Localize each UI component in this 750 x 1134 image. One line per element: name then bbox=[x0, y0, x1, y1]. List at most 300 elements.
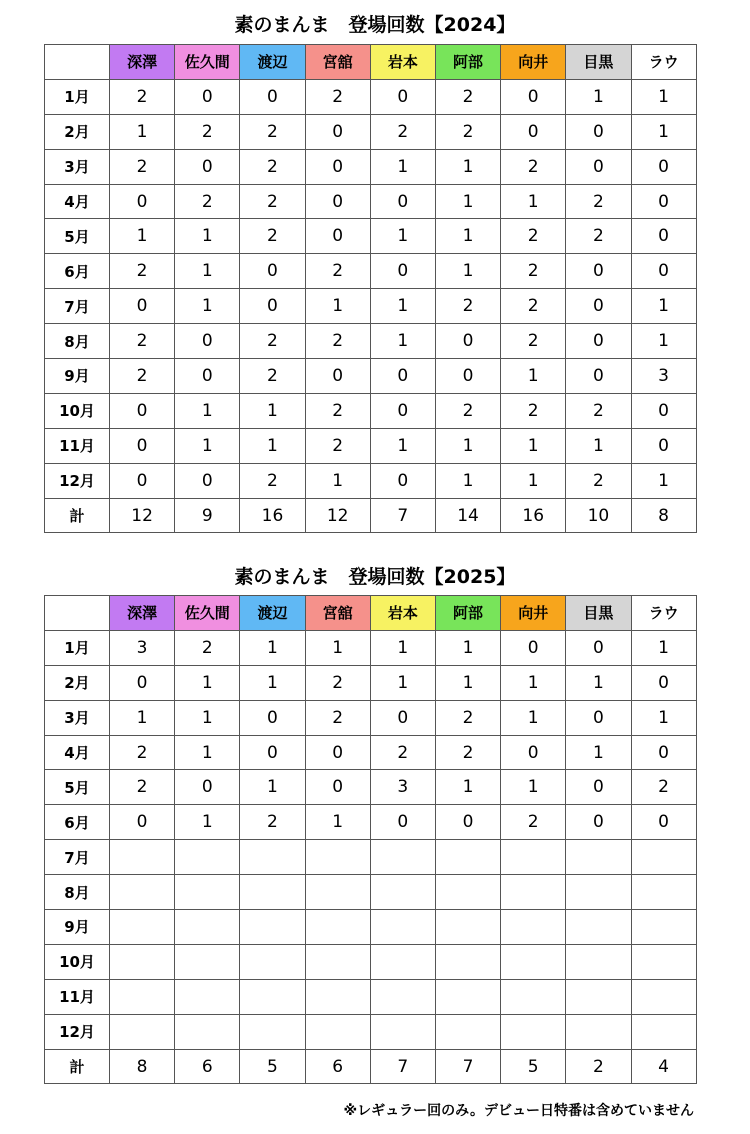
month-row bbox=[45, 1014, 697, 1049]
title-2024: 素のまんま 登場回数【2024】 bbox=[234, 14, 516, 36]
month-row bbox=[45, 735, 697, 770]
member-header: 深澤 bbox=[110, 45, 175, 80]
count-cell: 1 bbox=[631, 630, 696, 665]
month-label: 2月 bbox=[45, 114, 110, 149]
count-cell: 1 bbox=[566, 428, 631, 463]
count-cell: 1 bbox=[240, 393, 305, 428]
count-cell: 2 bbox=[305, 700, 370, 735]
member-header: 目黒 bbox=[566, 596, 631, 631]
count-cell bbox=[175, 979, 240, 1014]
member-header: ラウ bbox=[631, 596, 696, 631]
count-cell: 0 bbox=[631, 428, 696, 463]
count-cell: 2 bbox=[370, 735, 435, 770]
count-cell bbox=[110, 979, 175, 1014]
count-cell: 2 bbox=[305, 254, 370, 289]
count-cell: 0 bbox=[435, 805, 500, 840]
count-cell bbox=[240, 1014, 305, 1049]
count-cell bbox=[175, 910, 240, 945]
count-cell: 0 bbox=[240, 289, 305, 324]
count-cell bbox=[110, 875, 175, 910]
total-row bbox=[45, 498, 697, 533]
count-cell: 2 bbox=[435, 735, 500, 770]
month-row bbox=[45, 219, 697, 254]
month-label: 11月 bbox=[45, 979, 110, 1014]
count-cell: 0 bbox=[305, 359, 370, 394]
count-cell: 1 bbox=[631, 700, 696, 735]
count-cell bbox=[631, 875, 696, 910]
month-label: 1月 bbox=[45, 630, 110, 665]
count-cell: 1 bbox=[240, 630, 305, 665]
count-cell: 1 bbox=[631, 324, 696, 359]
month-row bbox=[45, 944, 697, 979]
count-cell bbox=[370, 910, 435, 945]
count-cell: 0 bbox=[240, 735, 305, 770]
count-cell: 1 bbox=[175, 254, 240, 289]
count-cell: 0 bbox=[370, 184, 435, 219]
count-cell bbox=[175, 1014, 240, 1049]
count-cell bbox=[110, 910, 175, 945]
month-label: 5月 bbox=[45, 219, 110, 254]
count-cell: 1 bbox=[370, 665, 435, 700]
count-cell: 2 bbox=[110, 149, 175, 184]
month-row bbox=[45, 184, 697, 219]
count-cell: 2 bbox=[240, 149, 305, 184]
count-cell: 2 bbox=[240, 324, 305, 359]
count-cell bbox=[631, 944, 696, 979]
month-label: 8月 bbox=[45, 875, 110, 910]
count-cell: 1 bbox=[370, 149, 435, 184]
count-cell: 0 bbox=[566, 805, 631, 840]
count-cell: 2 bbox=[110, 770, 175, 805]
member-header: 宮舘 bbox=[305, 45, 370, 80]
count-cell: 1 bbox=[435, 630, 500, 665]
count-cell: 0 bbox=[110, 665, 175, 700]
total-cell: 7 bbox=[370, 1049, 435, 1084]
count-cell bbox=[370, 840, 435, 875]
count-cell: 1 bbox=[501, 463, 566, 498]
count-cell: 0 bbox=[175, 324, 240, 359]
month-row bbox=[45, 770, 697, 805]
count-cell: 1 bbox=[501, 700, 566, 735]
count-cell: 2 bbox=[435, 79, 500, 114]
member-header: 目黒 bbox=[566, 45, 631, 80]
count-cell: 1 bbox=[435, 770, 500, 805]
member-header: 岩本 bbox=[370, 45, 435, 80]
count-cell: 2 bbox=[566, 463, 631, 498]
count-cell bbox=[566, 979, 631, 1014]
count-cell bbox=[370, 944, 435, 979]
count-cell: 1 bbox=[175, 289, 240, 324]
count-cell bbox=[566, 944, 631, 979]
count-cell: 0 bbox=[501, 735, 566, 770]
appearance-table-2025 bbox=[44, 595, 697, 1084]
count-cell: 2 bbox=[305, 79, 370, 114]
count-cell: 2 bbox=[240, 463, 305, 498]
appearance-table-2024 bbox=[44, 44, 697, 533]
month-label: 9月 bbox=[45, 910, 110, 945]
month-row bbox=[45, 630, 697, 665]
count-cell: 0 bbox=[631, 254, 696, 289]
count-cell: 0 bbox=[175, 359, 240, 394]
count-cell bbox=[305, 910, 370, 945]
count-cell: 0 bbox=[566, 289, 631, 324]
count-cell bbox=[501, 944, 566, 979]
count-cell: 1 bbox=[370, 289, 435, 324]
month-row bbox=[45, 149, 697, 184]
count-cell: 0 bbox=[566, 149, 631, 184]
count-cell: 0 bbox=[175, 149, 240, 184]
count-cell: 0 bbox=[435, 324, 500, 359]
count-cell: 1 bbox=[175, 665, 240, 700]
corner-cell bbox=[45, 596, 110, 631]
count-cell: 1 bbox=[175, 219, 240, 254]
count-cell: 3 bbox=[631, 359, 696, 394]
month-label: 2月 bbox=[45, 665, 110, 700]
count-cell: 3 bbox=[110, 630, 175, 665]
total-cell: 4 bbox=[631, 1049, 696, 1084]
count-cell: 0 bbox=[566, 770, 631, 805]
count-cell bbox=[240, 944, 305, 979]
member-header: 向井 bbox=[501, 45, 566, 80]
count-cell: 1 bbox=[501, 359, 566, 394]
count-cell: 2 bbox=[305, 393, 370, 428]
count-cell: 0 bbox=[631, 184, 696, 219]
month-row bbox=[45, 463, 697, 498]
count-cell: 1 bbox=[631, 114, 696, 149]
count-cell: 2 bbox=[240, 805, 305, 840]
total-row bbox=[45, 1049, 697, 1084]
total-cell: 2 bbox=[566, 1049, 631, 1084]
count-cell: 2 bbox=[110, 254, 175, 289]
count-cell bbox=[435, 944, 500, 979]
count-cell: 0 bbox=[110, 805, 175, 840]
count-cell: 2 bbox=[631, 770, 696, 805]
count-cell: 0 bbox=[175, 770, 240, 805]
count-cell: 2 bbox=[110, 324, 175, 359]
total-cell: 12 bbox=[110, 498, 175, 533]
total-cell: 6 bbox=[175, 1049, 240, 1084]
count-cell: 0 bbox=[631, 149, 696, 184]
count-cell: 1 bbox=[305, 805, 370, 840]
total-cell: 12 bbox=[305, 498, 370, 533]
count-cell bbox=[370, 979, 435, 1014]
month-row bbox=[45, 700, 697, 735]
count-cell bbox=[240, 875, 305, 910]
month-label: 9月 bbox=[45, 359, 110, 394]
count-cell bbox=[566, 1014, 631, 1049]
count-cell: 2 bbox=[305, 324, 370, 359]
count-cell: 1 bbox=[370, 630, 435, 665]
count-cell bbox=[370, 1014, 435, 1049]
total-cell: 6 bbox=[305, 1049, 370, 1084]
count-cell: 0 bbox=[501, 114, 566, 149]
count-cell: 1 bbox=[370, 324, 435, 359]
count-cell: 0 bbox=[370, 254, 435, 289]
count-cell bbox=[240, 979, 305, 1014]
count-cell: 1 bbox=[435, 428, 500, 463]
count-cell: 0 bbox=[370, 393, 435, 428]
month-row bbox=[45, 428, 697, 463]
member-header: 岩本 bbox=[370, 596, 435, 631]
month-row bbox=[45, 79, 697, 114]
count-cell: 2 bbox=[240, 219, 305, 254]
count-cell: 0 bbox=[370, 463, 435, 498]
month-label: 3月 bbox=[45, 700, 110, 735]
count-cell: 1 bbox=[305, 463, 370, 498]
count-cell bbox=[501, 979, 566, 1014]
count-cell: 1 bbox=[175, 428, 240, 463]
month-row bbox=[45, 979, 697, 1014]
month-label: 12月 bbox=[45, 463, 110, 498]
count-cell: 1 bbox=[175, 735, 240, 770]
total-cell: 16 bbox=[501, 498, 566, 533]
count-cell: 0 bbox=[631, 219, 696, 254]
month-label: 6月 bbox=[45, 805, 110, 840]
count-cell: 0 bbox=[110, 463, 175, 498]
count-cell bbox=[305, 944, 370, 979]
count-cell bbox=[435, 840, 500, 875]
header-row bbox=[45, 45, 697, 80]
total-cell: 8 bbox=[631, 498, 696, 533]
month-row bbox=[45, 359, 697, 394]
count-cell: 0 bbox=[240, 254, 305, 289]
count-cell: 0 bbox=[305, 184, 370, 219]
count-cell: 0 bbox=[305, 770, 370, 805]
count-cell: 1 bbox=[110, 114, 175, 149]
count-cell: 0 bbox=[631, 805, 696, 840]
count-cell: 0 bbox=[240, 79, 305, 114]
count-cell: 0 bbox=[566, 324, 631, 359]
member-header: 佐久間 bbox=[175, 596, 240, 631]
count-cell: 2 bbox=[501, 289, 566, 324]
count-cell: 2 bbox=[110, 79, 175, 114]
count-cell: 1 bbox=[566, 665, 631, 700]
month-label: 3月 bbox=[45, 149, 110, 184]
count-cell: 2 bbox=[501, 805, 566, 840]
month-label: 4月 bbox=[45, 735, 110, 770]
count-cell: 3 bbox=[370, 770, 435, 805]
count-cell: 1 bbox=[631, 79, 696, 114]
month-label: 12月 bbox=[45, 1014, 110, 1049]
total-cell: 7 bbox=[435, 1049, 500, 1084]
count-cell: 2 bbox=[566, 393, 631, 428]
count-cell bbox=[305, 875, 370, 910]
count-cell bbox=[110, 840, 175, 875]
count-cell: 0 bbox=[370, 700, 435, 735]
count-cell: 2 bbox=[240, 359, 305, 394]
count-cell: 1 bbox=[305, 630, 370, 665]
count-cell: 2 bbox=[435, 289, 500, 324]
count-cell: 2 bbox=[175, 114, 240, 149]
count-cell: 2 bbox=[566, 184, 631, 219]
count-cell: 1 bbox=[435, 665, 500, 700]
count-cell bbox=[631, 840, 696, 875]
count-cell: 1 bbox=[110, 219, 175, 254]
count-cell: 1 bbox=[175, 805, 240, 840]
count-cell: 2 bbox=[240, 114, 305, 149]
count-cell: 1 bbox=[435, 184, 500, 219]
count-cell bbox=[370, 875, 435, 910]
count-cell: 2 bbox=[435, 114, 500, 149]
count-cell bbox=[240, 840, 305, 875]
count-cell bbox=[566, 910, 631, 945]
count-cell: 2 bbox=[435, 393, 500, 428]
count-cell: 1 bbox=[175, 700, 240, 735]
count-cell: 1 bbox=[435, 219, 500, 254]
count-cell: 1 bbox=[501, 665, 566, 700]
count-cell bbox=[501, 1014, 566, 1049]
count-cell: 0 bbox=[110, 289, 175, 324]
count-cell bbox=[305, 1014, 370, 1049]
count-cell: 1 bbox=[631, 463, 696, 498]
count-cell: 2 bbox=[370, 114, 435, 149]
month-row bbox=[45, 910, 697, 945]
total-label: 計 bbox=[45, 498, 110, 533]
month-row bbox=[45, 393, 697, 428]
count-cell: 0 bbox=[435, 359, 500, 394]
count-cell: 0 bbox=[631, 393, 696, 428]
total-cell: 5 bbox=[240, 1049, 305, 1084]
month-row bbox=[45, 324, 697, 359]
count-cell: 1 bbox=[566, 735, 631, 770]
count-cell: 0 bbox=[566, 359, 631, 394]
count-cell: 1 bbox=[435, 149, 500, 184]
count-cell: 1 bbox=[501, 184, 566, 219]
count-cell: 0 bbox=[240, 700, 305, 735]
count-cell bbox=[631, 910, 696, 945]
month-row bbox=[45, 875, 697, 910]
count-cell: 2 bbox=[110, 735, 175, 770]
total-cell: 8 bbox=[110, 1049, 175, 1084]
month-label: 11月 bbox=[45, 428, 110, 463]
count-cell: 0 bbox=[305, 149, 370, 184]
count-cell: 0 bbox=[631, 665, 696, 700]
count-cell: 1 bbox=[240, 770, 305, 805]
header-row bbox=[45, 596, 697, 631]
count-cell: 0 bbox=[175, 463, 240, 498]
count-cell: 2 bbox=[305, 428, 370, 463]
count-cell bbox=[501, 875, 566, 910]
month-label: 10月 bbox=[45, 393, 110, 428]
count-cell: 1 bbox=[435, 254, 500, 289]
count-cell: 1 bbox=[501, 428, 566, 463]
total-cell: 16 bbox=[240, 498, 305, 533]
month-row bbox=[45, 114, 697, 149]
count-cell bbox=[110, 1014, 175, 1049]
member-header: 佐久間 bbox=[175, 45, 240, 80]
count-cell bbox=[305, 979, 370, 1014]
count-cell bbox=[435, 875, 500, 910]
count-cell: 0 bbox=[305, 219, 370, 254]
count-cell: 1 bbox=[370, 219, 435, 254]
count-cell: 2 bbox=[566, 219, 631, 254]
count-cell: 0 bbox=[631, 735, 696, 770]
total-cell: 5 bbox=[501, 1049, 566, 1084]
count-cell: 1 bbox=[240, 665, 305, 700]
count-cell: 1 bbox=[370, 428, 435, 463]
count-cell: 2 bbox=[501, 393, 566, 428]
member-header: 阿部 bbox=[435, 45, 500, 80]
count-cell bbox=[240, 910, 305, 945]
count-cell: 2 bbox=[501, 149, 566, 184]
count-cell: 0 bbox=[110, 393, 175, 428]
count-cell: 2 bbox=[501, 219, 566, 254]
member-header: ラウ bbox=[631, 45, 696, 80]
month-row bbox=[45, 254, 697, 289]
count-cell: 0 bbox=[110, 428, 175, 463]
count-cell: 2 bbox=[240, 184, 305, 219]
count-cell bbox=[631, 1014, 696, 1049]
count-cell: 0 bbox=[370, 805, 435, 840]
month-row bbox=[45, 840, 697, 875]
total-cell: 14 bbox=[435, 498, 500, 533]
count-cell bbox=[566, 840, 631, 875]
count-cell: 1 bbox=[631, 289, 696, 324]
count-cell bbox=[110, 944, 175, 979]
count-cell: 0 bbox=[370, 359, 435, 394]
count-cell: 1 bbox=[110, 700, 175, 735]
count-cell: 2 bbox=[435, 700, 500, 735]
count-cell bbox=[566, 875, 631, 910]
total-cell: 10 bbox=[566, 498, 631, 533]
count-cell: 0 bbox=[305, 735, 370, 770]
month-label: 1月 bbox=[45, 79, 110, 114]
month-row bbox=[45, 665, 697, 700]
month-row bbox=[45, 289, 697, 324]
count-cell bbox=[175, 840, 240, 875]
count-cell: 2 bbox=[110, 359, 175, 394]
count-cell: 0 bbox=[175, 79, 240, 114]
month-label: 6月 bbox=[45, 254, 110, 289]
month-label: 5月 bbox=[45, 770, 110, 805]
month-label: 10月 bbox=[45, 944, 110, 979]
count-cell bbox=[501, 910, 566, 945]
count-cell: 0 bbox=[501, 79, 566, 114]
member-header: 渡辺 bbox=[240, 45, 305, 80]
count-cell: 1 bbox=[435, 463, 500, 498]
count-cell bbox=[435, 1014, 500, 1049]
count-cell bbox=[501, 840, 566, 875]
count-cell: 0 bbox=[370, 79, 435, 114]
month-label: 7月 bbox=[45, 289, 110, 324]
member-header: 向井 bbox=[501, 596, 566, 631]
total-cell: 7 bbox=[370, 498, 435, 533]
count-cell: 0 bbox=[566, 700, 631, 735]
count-cell bbox=[175, 875, 240, 910]
count-cell: 2 bbox=[501, 254, 566, 289]
corner-cell bbox=[45, 45, 110, 80]
member-header: 深澤 bbox=[110, 596, 175, 631]
count-cell bbox=[305, 840, 370, 875]
count-cell bbox=[435, 979, 500, 1014]
month-row bbox=[45, 805, 697, 840]
count-cell: 2 bbox=[501, 324, 566, 359]
count-cell: 0 bbox=[566, 254, 631, 289]
month-label: 4月 bbox=[45, 184, 110, 219]
count-cell bbox=[435, 910, 500, 945]
month-label: 7月 bbox=[45, 840, 110, 875]
footnote: ※レギュラー回のみ。デビュー日特番は含めていません bbox=[343, 1103, 694, 1119]
count-cell: 1 bbox=[566, 79, 631, 114]
member-header: 阿部 bbox=[435, 596, 500, 631]
count-cell bbox=[175, 944, 240, 979]
count-cell: 1 bbox=[175, 393, 240, 428]
member-header: 宮舘 bbox=[305, 596, 370, 631]
title-2025: 素のまんま 登場回数【2025】 bbox=[234, 566, 516, 588]
count-cell: 2 bbox=[305, 665, 370, 700]
count-cell: 0 bbox=[305, 114, 370, 149]
count-cell: 2 bbox=[175, 184, 240, 219]
